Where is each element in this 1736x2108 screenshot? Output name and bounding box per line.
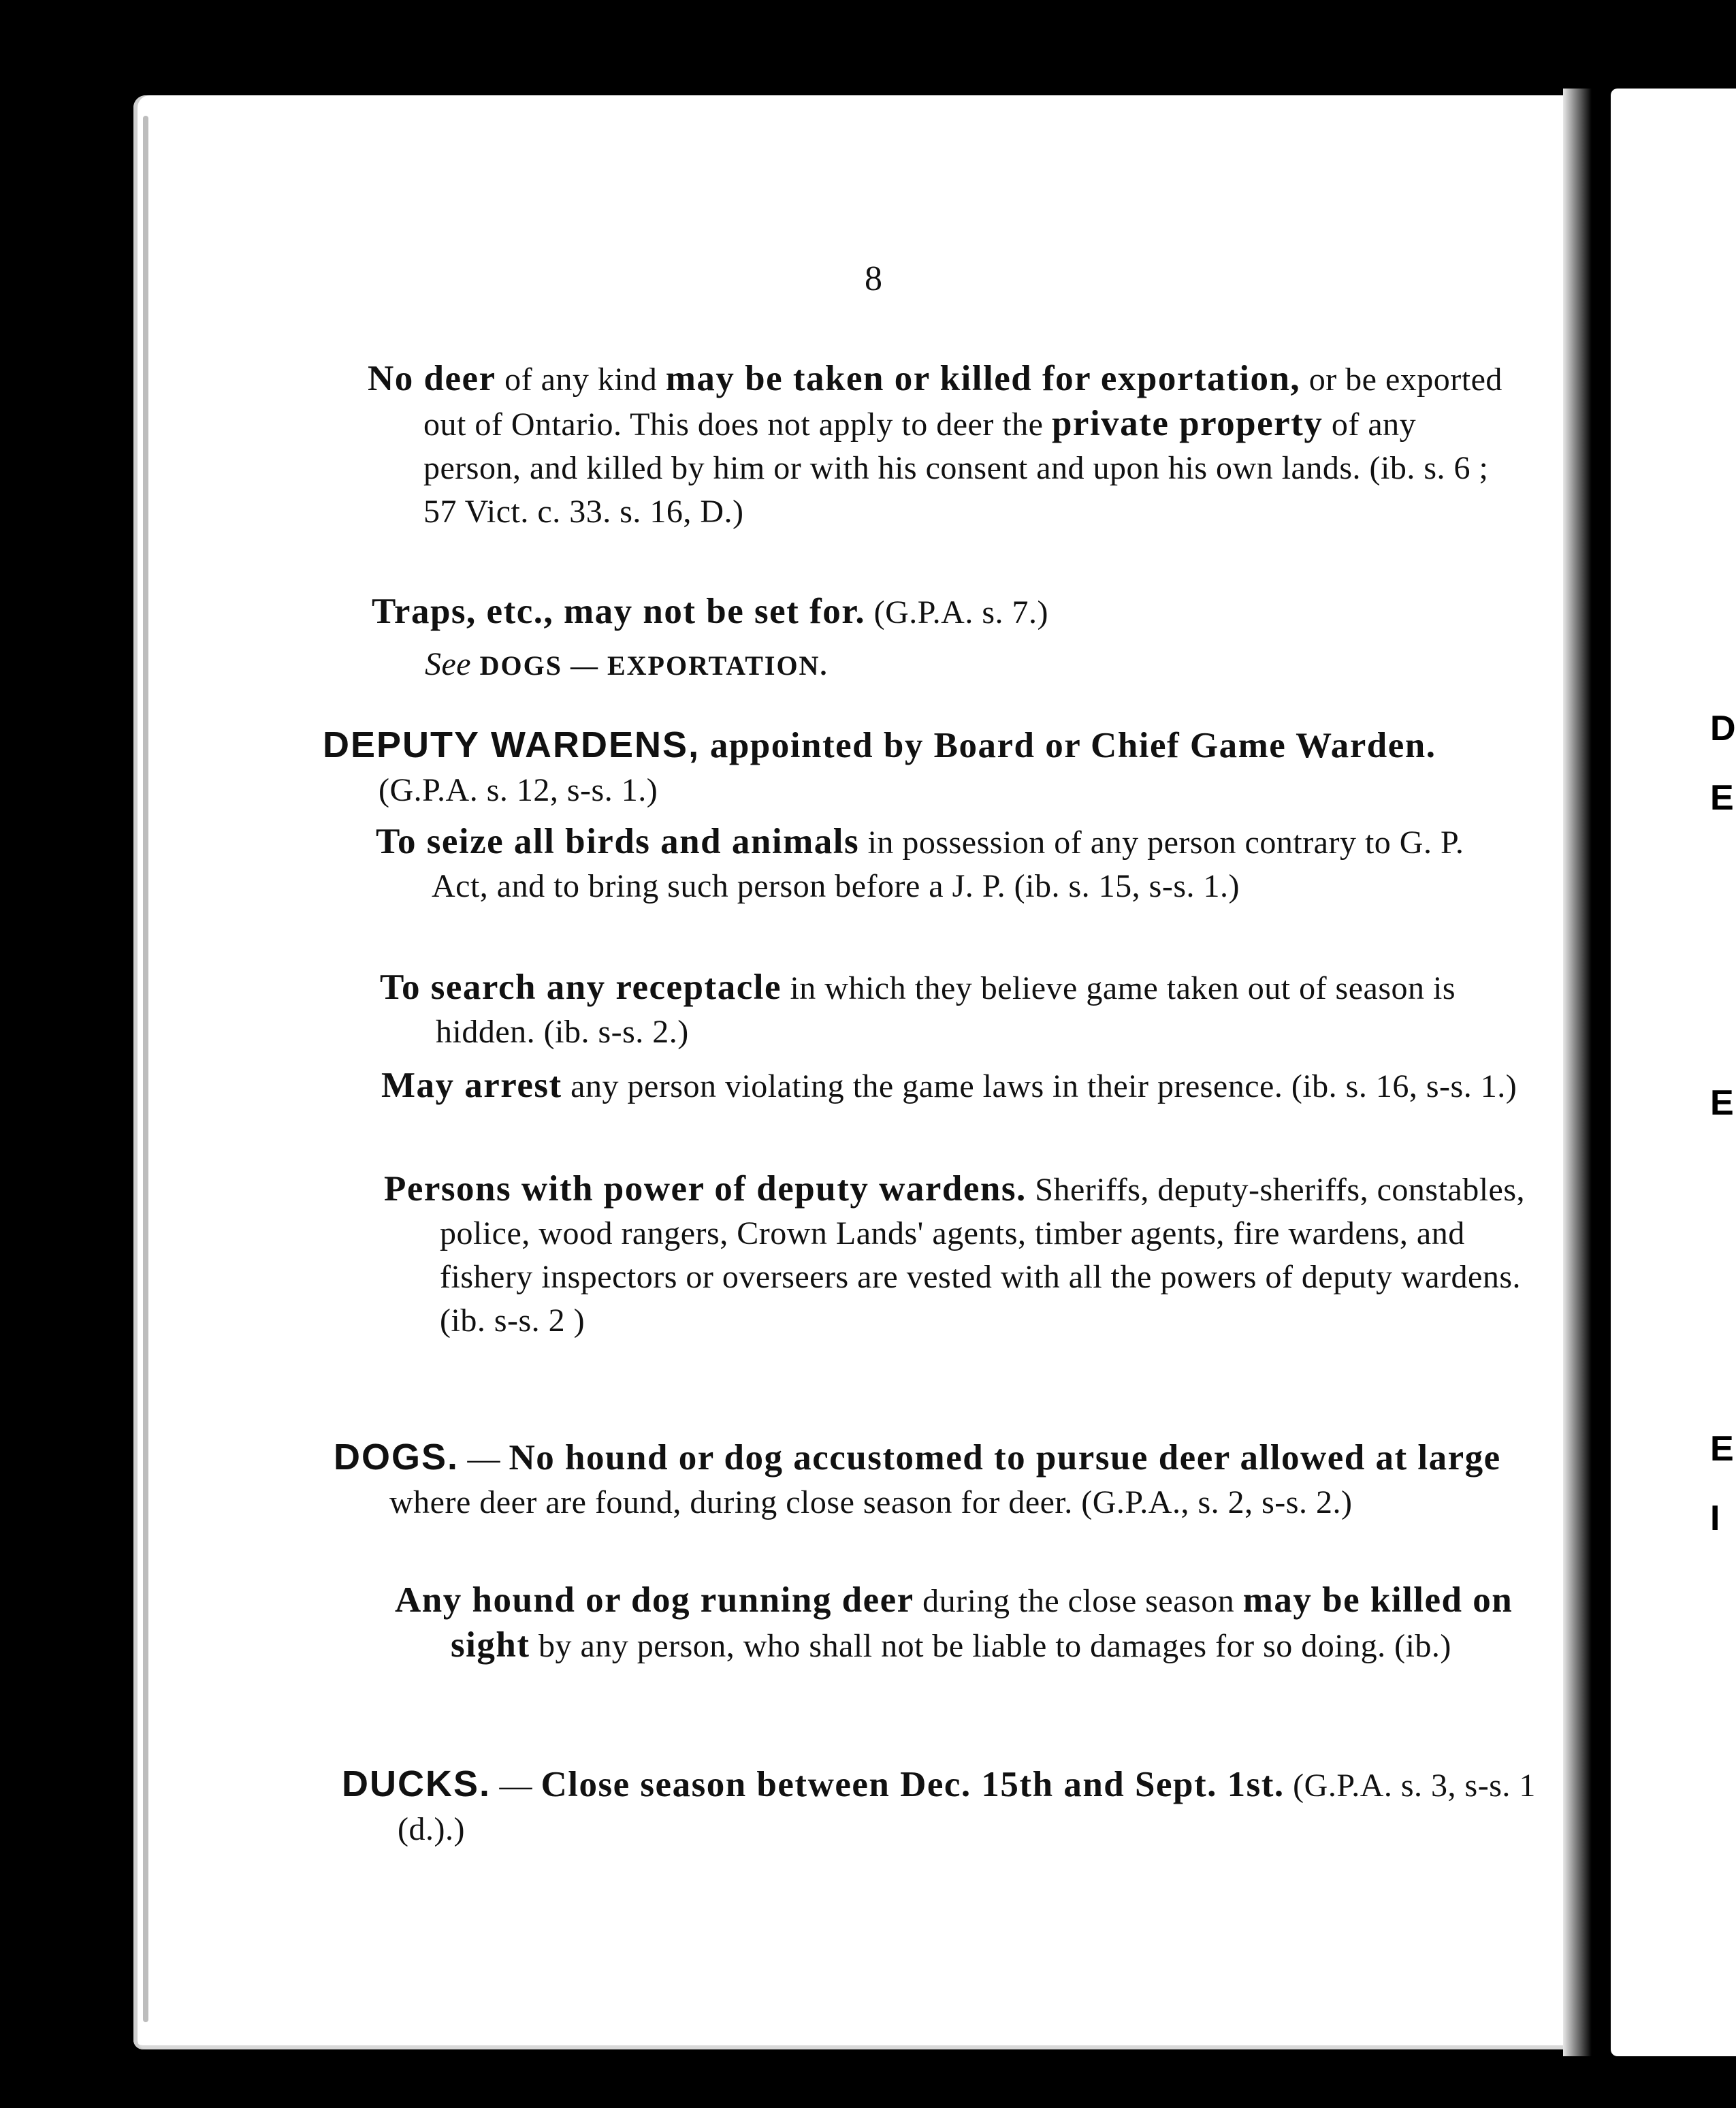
see-label: See (425, 646, 472, 682)
book-spine (1563, 89, 1611, 2056)
dash: — (491, 1768, 541, 1804)
section-heading: DUCKS. (342, 1763, 492, 1804)
see-reference (425, 643, 1378, 688)
facing-page-letter: E (1710, 778, 1734, 818)
page-number: 8 (865, 259, 882, 298)
entry-no-deer (368, 357, 1506, 534)
entry-emphasis: appointed by Board or Chief Game Warden. (700, 726, 1436, 765)
cross-reference: DOGS — EXPORTATION. (479, 650, 829, 681)
entry-persons-with-power (384, 1167, 1529, 1343)
entry-emphasis: may be taken or killed for exportation, (665, 359, 1301, 398)
facing-page-letter: I (1710, 1499, 1720, 1538)
entry-lead: No deer (368, 359, 496, 398)
entry-lead: To seize all birds and animals (376, 822, 860, 861)
entry-text: where deer are found, during close season for deer. (G.P.A., s. 2, s-s. 2.) (389, 1484, 1353, 1520)
entry-lead: Persons with power of deputy wardens. (384, 1169, 1027, 1209)
facing-page-edge (1611, 89, 1736, 2056)
facing-page-letter: E (1710, 1083, 1734, 1123)
entry-may-arrest (381, 1064, 1526, 1108)
entry-lead: May arrest (381, 1066, 562, 1105)
entry-emphasis: Close season between Dec. 15th and Sept. 1st. (541, 1765, 1285, 1804)
entry-emphasis: No hound or dog accustomed to pursue deer allowed at large (509, 1438, 1501, 1478)
entry-text: in possession of any person contrary to G. P. Act, and to bring such person before a J. P. (ib. s. 15, s-s. 1.) (432, 825, 1464, 904)
entry-traps (372, 590, 1434, 635)
entry-emphasis: may be killed on sight (451, 1580, 1513, 1665)
entry-text: of any person, and killed by him or with his consent and upon his own lands. (ib. s. 6 ; 57 Vict. c. 33. s. 16, D.) (423, 406, 1489, 530)
entry-text: any person violating the game laws in their presence. (ib. s. 16, s-s. 1.) (562, 1068, 1517, 1104)
citation: (G.P.A. s. 12, s-s. 1.) (379, 772, 658, 808)
entry-lead: Traps, etc., may not be set for. (372, 592, 866, 631)
entry-dogs (334, 1435, 1533, 1524)
entry-emphasis: private property (1051, 404, 1323, 443)
entry-deputy-wardens (323, 723, 1529, 812)
entry-text: in which they believe game taken out of season is hidden. (ib. s-s. 2.) (436, 970, 1456, 1050)
section-heading: DEPUTY WARDENS, (323, 724, 701, 765)
entry-text: Sheriffs, deputy-sheriffs, constables, police, wood rangers, Crown Lands' agents, timber agents, fire wardens, and fishery inspectors or overseers are vested with all the powers of deputy wardens. (ib. s-s. 2 ) (440, 1172, 1526, 1339)
entry-to-search (380, 965, 1525, 1054)
entry-text: or be exported out of Ontario. This does not apply to deer the (423, 362, 1502, 443)
entry-lead: To search any receptacle (380, 968, 782, 1007)
citation: (G.P.A. s. 3, s-s. 1 (d.).) (398, 1768, 1536, 1847)
section-heading: DOGS. (334, 1437, 460, 1478)
entry-ducks (342, 1762, 1541, 1851)
entry-text: of any kind (496, 362, 666, 398)
dash: — (459, 1441, 509, 1477)
facing-page-letter: E (1710, 1429, 1734, 1469)
entry-to-seize (376, 820, 1521, 908)
facing-page-letter: D (1710, 709, 1736, 748)
entry-text: during the close season (914, 1583, 1243, 1619)
entry-any-hound (395, 1578, 1540, 1668)
citation: (G.P.A. s. 7.) (865, 594, 1048, 630)
entry-text: by any person, who shall not be liable to damages for so doing. (ib.) (530, 1628, 1451, 1664)
entry-lead: Any hound or dog running deer (395, 1580, 914, 1620)
